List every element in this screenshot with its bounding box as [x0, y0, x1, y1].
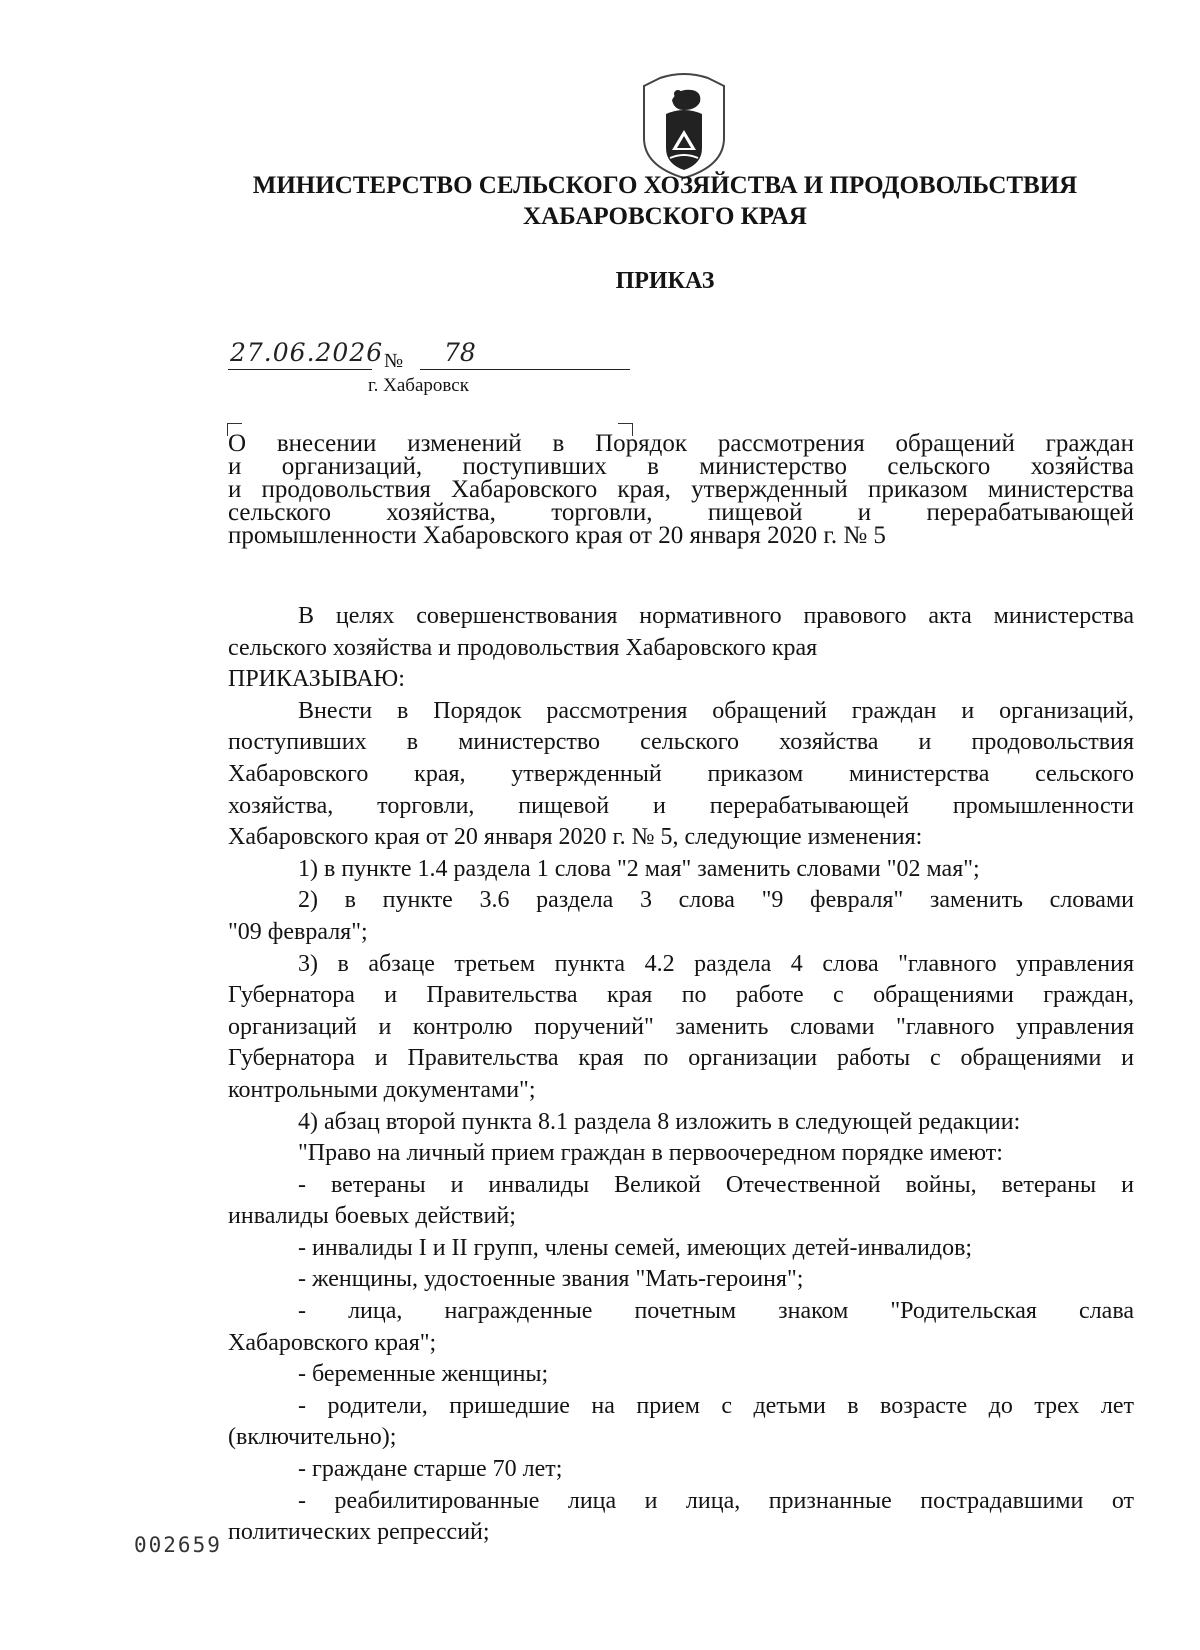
priority-list-item: - лица, награжденные почетным знаком "Родительская слава — [298, 1298, 1134, 1325]
body-line: хозяйства, торговли, пищевой и перерабатывающей промышленности — [228, 792, 1134, 819]
preamble-line: сельского хозяйства и продовольствия Хабаровского края — [228, 634, 818, 661]
place-of-issue: г. Хабаровск — [368, 375, 469, 396]
body-line: Хабаровского края от 20 января 2020 г. № 5, следующие изменения: — [228, 824, 923, 851]
preamble-line: В целях совершенствования нормативного правового акта министерства — [298, 603, 1134, 629]
body-line: "09 февраля"; — [228, 918, 368, 945]
priority-list-item: - реабилитированные лица и лица, признанные пострадавшими от — [298, 1487, 1134, 1514]
body-line: политических репрессий; — [228, 1519, 490, 1546]
body-line: Внести в Порядок рассмотрения обращений граждан и организаций, — [298, 697, 1134, 724]
number-sign: № — [384, 350, 404, 372]
number-underline — [420, 369, 630, 370]
body-line: Губернатора и Правительства края по работе с обращениями граждан, — [228, 982, 1134, 1009]
subject-line: сельского хозяйства, торговли, пищевой и перерабатывающей — [228, 499, 1134, 526]
quoted-text-line: "Право на личный прием граждан в первоочередном порядке имеют: — [298, 1140, 1003, 1167]
document-type-title: ПРИКАЗ — [615, 268, 715, 294]
amendment-item-4: 4) абзац второй пункта 8.1 раздела 8 изложить в следующей редакции: — [298, 1108, 1021, 1135]
ministry-name-line1: МИНИСТЕРСТВО СЕЛЬСКОГО ХОЗЯЙСТВА И ПРОДОВОЛЬСТВИЯ — [252, 172, 1078, 199]
subject-line: и организаций, поступивших в министерство сельского хозяйства — [228, 453, 1134, 480]
body-line: контрольными документами"; — [228, 1076, 536, 1103]
order-number: 78 — [444, 338, 476, 367]
document-subject — [228, 432, 1134, 547]
priority-list-item: - беременные женщины; — [298, 1361, 549, 1388]
date-underline — [228, 369, 372, 370]
khabarovsk-krai-coat-of-arms-icon — [638, 70, 730, 180]
priority-list-item: - инвалиды I и II групп, члены семей, имеющих детей-инвалидов; — [298, 1234, 973, 1261]
subject-line: и продовольствия Хабаровского края, утвержденный приказом министерства — [228, 476, 1134, 503]
body-line: инвалиды боевых действий; — [228, 1203, 516, 1230]
document-body — [228, 601, 1134, 1549]
priority-list-item: - родители, пришедшие на прием с детьми в возрасте до трех лет — [298, 1392, 1134, 1419]
body-line: Хабаровского края"; — [228, 1329, 437, 1356]
body-line: поступивших в министерство сельского хозяйства и продовольствия — [228, 729, 1134, 756]
ministry-name — [200, 170, 1130, 232]
amendment-item-3: 3) в абзаце третьем пункта 4.2 раздела 4 слова "главного управления — [298, 950, 1134, 977]
body-line: (включительно); — [228, 1424, 397, 1451]
subject-line: О внесении изменений в Порядок рассмотрения обращений граждан — [228, 430, 1134, 457]
order-date: 27.06.2026 — [230, 338, 384, 367]
body-line: Хабаровского края, утвержденный приказом министерства сельского — [228, 760, 1134, 787]
body-line: Губернатора и Правительства края по организации работы с обращениями и — [228, 1045, 1134, 1072]
amendment-item-1: 1) в пункте 1.4 раздела 1 слова "2 мая" заменить словами "02 мая"; — [298, 855, 980, 882]
priority-list-item: - граждане старше 70 лет; — [298, 1456, 563, 1483]
priority-list-item: - женщины, удостоенные звания "Мать-героиня"; — [298, 1266, 804, 1293]
subject-line: промышленности Хабаровского края от 20 января 2020 г. № 5 — [228, 522, 886, 549]
order-directive: ПРИКАЗЫВАЮ: — [228, 666, 405, 693]
body-line: организаций и контролю поручений" заменить словами "главного управления — [228, 1013, 1134, 1040]
priority-list-item: - ветераны и инвалиды Великой Отечественной войны, ветераны и — [298, 1171, 1134, 1198]
ministry-name-line2: ХАБАРОВСКОГО КРАЯ — [523, 203, 807, 230]
amendment-item-2: 2) в пункте 3.6 раздела 3 слова "9 февраля" заменить словами — [298, 887, 1134, 914]
form-serial-number: 002659 — [134, 1533, 222, 1557]
